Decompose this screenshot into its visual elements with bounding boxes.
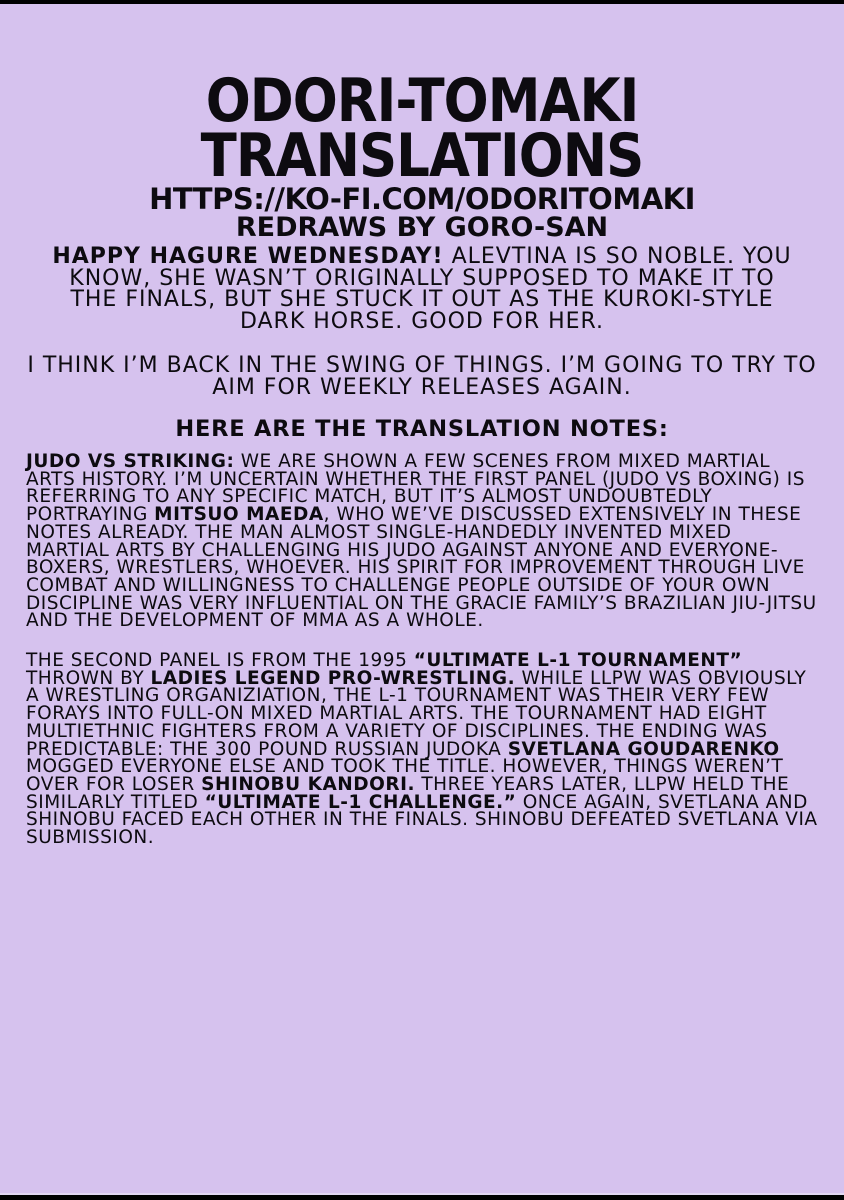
schedule-paragraph: I THINK I’M BACK IN THE SWING OF THINGS. I’M GOING TO TRY TO AIM FOR WEEKLY RELEASES AGAIN. bbox=[27, 353, 817, 400]
bottom-border-bar bbox=[0, 1193, 844, 1200]
title-line-2: TRANSLATIONS bbox=[200, 122, 644, 191]
title-line-1: ODORI-TOMAKI bbox=[205, 67, 639, 136]
notes-body bbox=[0, 246, 844, 847]
intro-paragraph: HAPPY HAGURE WEDNESDAY! ALEVTINA IS SO NOBLE. YOU KNOW, SHE WASN’T ORIGINALLY SUPPOSED TO MAKE IT TO THE FINALS, BUT SHE STUCK IT OUT AS THE KUROKI-STYLE DARK HORSE. GOOD FOR HER. bbox=[52, 244, 792, 334]
note-paragraph-llpw-tournament: THE SECOND PANEL IS FROM THE 1995 “ULTIMATE L-1 TOURNAMENT” THROWN BY LADIES LEGEND PRO-WRESTLING. WHILE LLPW WAS OBVIOUSLY A WRESTLING ORGANIZIATION, THE L-1 TOURNAMENT WAS THEIR VERY FEW FORAYS INTO FULL-ON MIXED MARTIAL ARTS. THE TOURNAMENT HAD EIGHT MULTIETHNIC FIGHTERS FROM A VARIETY OF DISCIPLINES. THE ENDING WAS PREDICTABLE: THE 300 POUND RUSSIAN JUDOKA SVETLANA GOUDARENKO MOGGED EVERYONE ELSE AND TOOK THE TITLE. HOWEVER, THINGS WEREN’T OVER FOR LOSER SHINOBU KANDORI. THREE YEARS LATER, LLPW HELD THE SIMILARLY TITLED “ULTIMATE L-1 CHALLENGE.” ONCE AGAIN, SVETLANA AND SHINOBU FACED EACH OTHER IN THE FINALS. SHINOBU DEFEATED SVETLANA VIA SUBMISSION. bbox=[26, 650, 818, 849]
top-border-bar bbox=[0, 0, 844, 4]
page-title bbox=[0, 67, 844, 191]
notes-heading: HERE ARE THE TRANSLATION NOTES: bbox=[175, 416, 669, 442]
note-paragraph-judo-vs-striking: JUDO VS STRIKING: WE ARE SHOWN A FEW SCENES FROM MIXED MARTIAL ARTS HISTORY. I’M UNCERTAIN WHETHER THE FIRST PANEL (JUDO VS BOXING) IS REFERRING TO ANY SPECIFIC MATCH, BUT IT’S ALMOST UNDOUBTEDLY PORTRAYING MITSUO MAEDA, WHO WE’VE DISCUSSED EXTENSIVELY IN THESE NOTES ALREADY. THE MAN ALMOST SINGLE-HANDEDLY INVENTED MIXED MARTIAL ARTS BY CHALLENGING HIS JUDO AGAINST ANYONE AND EVERYONE- BOXERS, WRESTLERS, WHOEVER. HIS SPIRIT FOR IMPROVEMENT THROUGH LIVE COMBAT AND WILLINGNESS TO CHALLENGE PEOPLE OUTSIDE OF YOUR OWN DISCIPLINE WAS VERY INFLUENTIAL ON THE GRACIE FAMILY’S BRAZILIAN JIU-JITSU AND THE DEVELOPMENT OF MMA AS A WHOLE. bbox=[26, 451, 817, 632]
redraw-credit: REDRAWS BY GORO-SAN bbox=[235, 212, 609, 243]
kofi-url-text: HTTPS://KO-FI.COM/ODORITOMAKI bbox=[149, 182, 695, 216]
header bbox=[0, 0, 844, 243]
